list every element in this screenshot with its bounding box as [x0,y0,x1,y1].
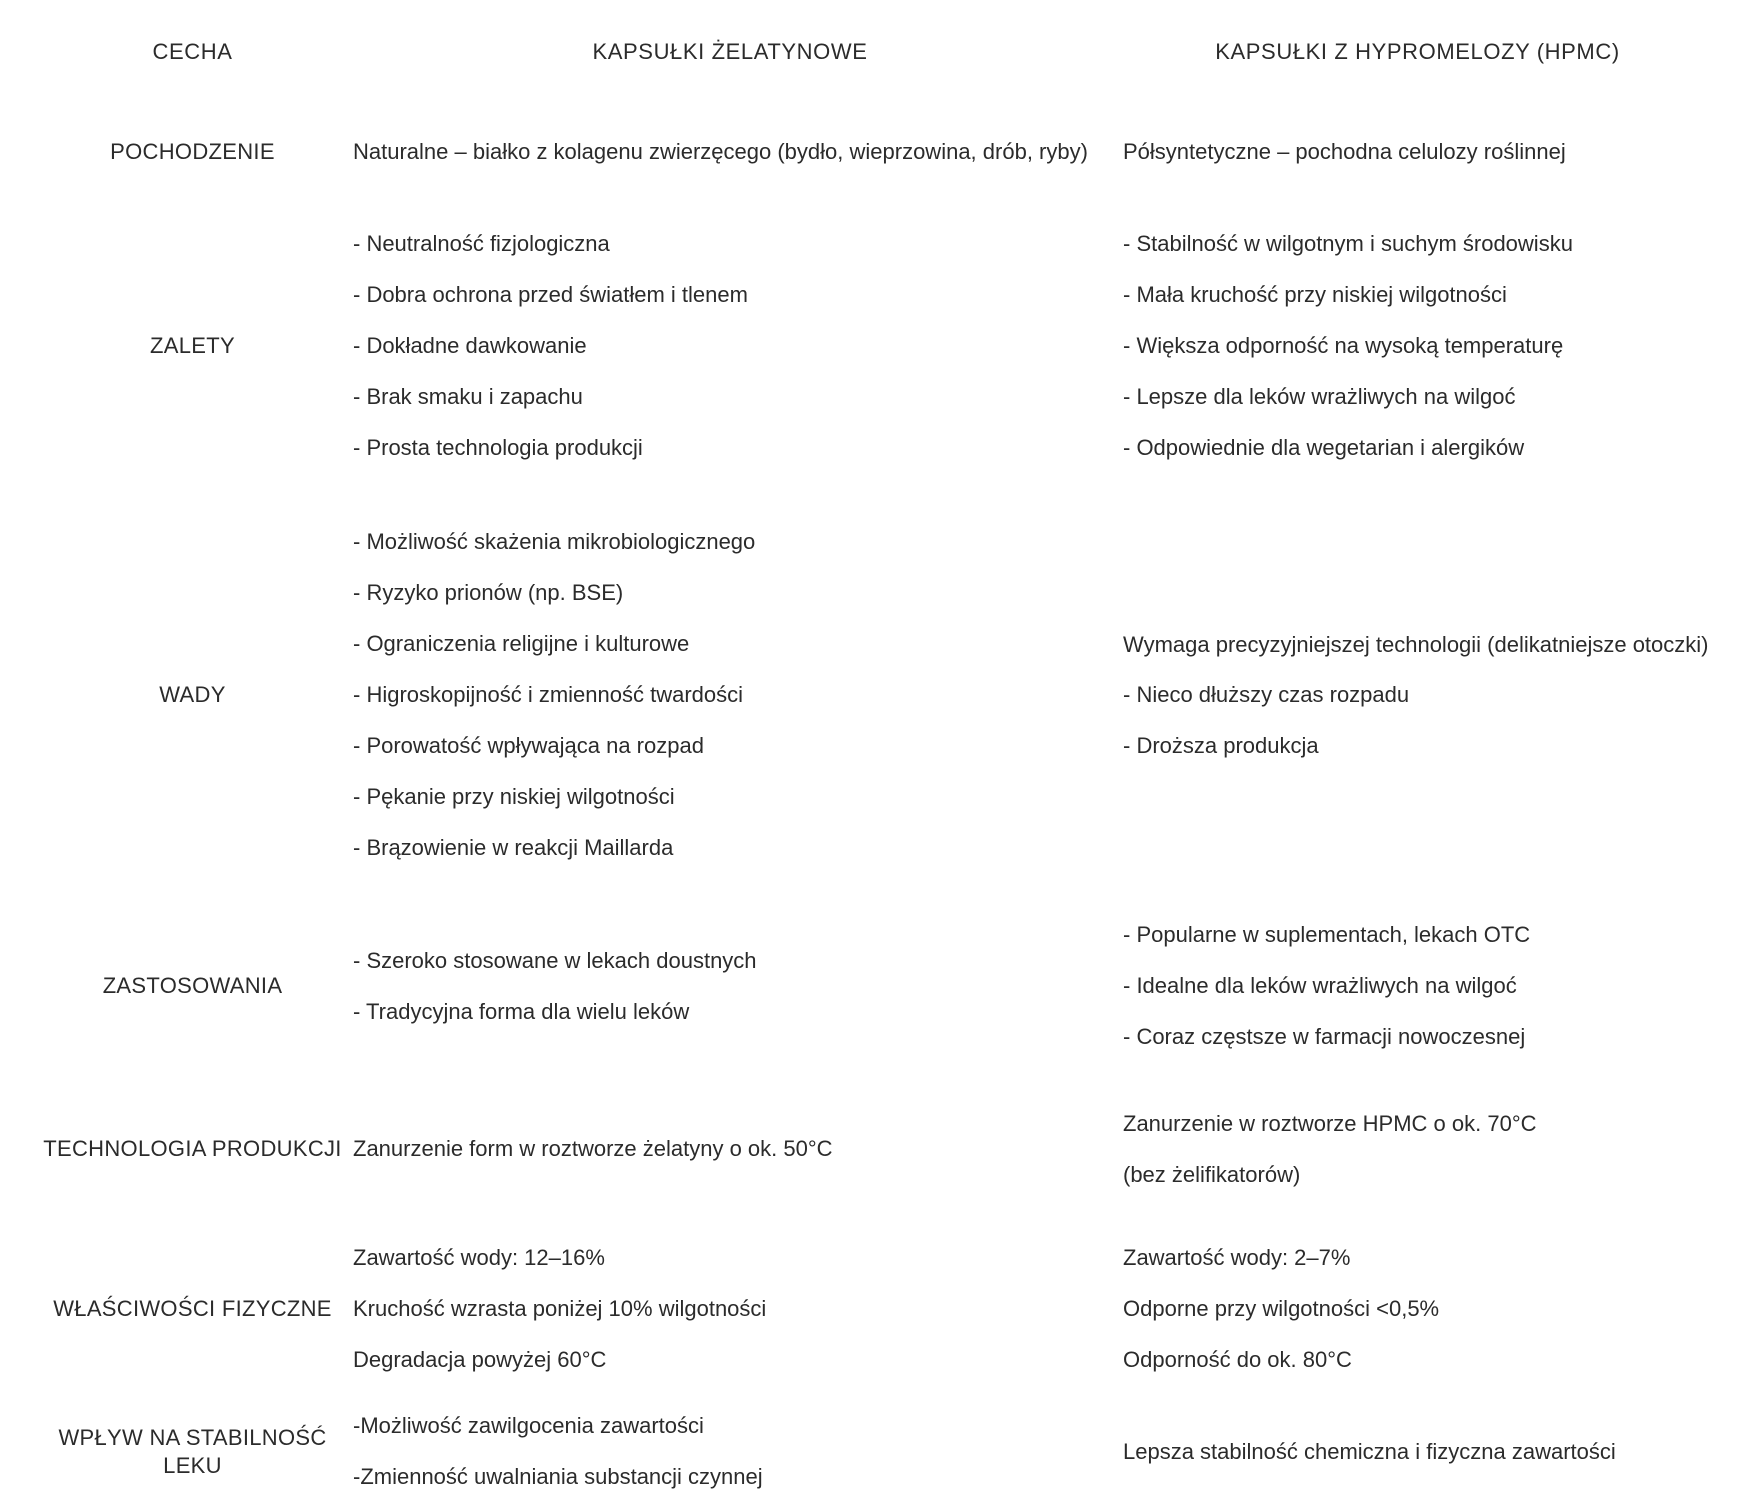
cell-line: - Pękanie przy niskiej wilgotności [353,784,675,809]
gelatin-cell [345,230,1115,462]
cell-line: -Możliwość zawilgocenia zawartości [353,1413,704,1438]
cell-line: - Brązowienie w reakcji Maillarda [353,835,674,860]
gelatin-cell [345,528,1115,862]
gelatin-cell [345,947,1115,1026]
cell-line: - Odpowiednie dla wegetarian i alergików [1123,435,1525,460]
cell-line: Lepsza stabilność chemiczna i fizyczna zawartości [1123,1438,1616,1464]
feature-label: WŁAŚCIWOŚCI FIZYCZNE [53,1296,332,1321]
hpmc-cell [1115,1438,1720,1466]
table-row-stability [40,1394,1720,1509]
feature-label: WADY [159,682,226,707]
cell-line: - Możliwość skażenia mikrobiologicznego [353,529,756,554]
cell-line: - Tradycyjna forma dla wielu leków [353,998,690,1024]
cell-line: - Ograniczenia religijne i kulturowe [353,631,690,656]
cell-line: Odporne przy wilgotności <0,5% [1123,1296,1440,1321]
cell-line: Zawartość wody: 2–7% [1123,1245,1351,1270]
cell-line: - Coraz częstsze w farmacji nowoczesnej [1123,1024,1526,1049]
cell-line: Odporność do ok. 80°C [1123,1347,1352,1372]
cell-line: -Zmienność uwalniania substancji czynnej [353,1464,763,1489]
cell-line: - Neutralność fizjologiczna [353,231,610,256]
cell-line: - Dobra ochrona przed światłem i tlenem [353,282,748,307]
cell-line: - Porowatość wpływająca na rozpad [353,733,704,758]
feature-label: ZASTOSOWANIA [102,973,283,998]
cell-line: - Większa odporność na wysoką temperaturę [1123,333,1564,358]
table-row-advantages [40,200,1720,492]
feature-label: WPŁYW NA STABILNOŚĆ LEKU [58,1424,327,1478]
hpmc-cell [1115,921,1720,1051]
cell-line: - Droższa produkcja [1123,732,1319,758]
cell-line: Degradacja powyżej 60°C [353,1347,607,1372]
cell-line: Kruchość wzrasta poniżej 10% wilgotności [353,1296,767,1321]
table-row-disadvantages [40,492,1720,898]
feature-label: TECHNOLOGIA PRODUKCJI [43,1136,342,1161]
feature-label: POCHODZENIE [110,139,275,164]
hpmc-cell [1115,230,1720,462]
gelatin-cell [345,1412,1115,1491]
cell-line: - Nieco dłuższy czas rozpadu [1123,681,1410,707]
gelatin-cell [345,1244,1115,1374]
header-hpmc: KAPSUŁKI Z HYPROMELOZY (HPMC) [1215,39,1620,64]
cell-line: - Mała kruchość przy niskiej wilgotności [1123,282,1507,307]
hpmc-cell [1115,1110,1720,1189]
feature-label: ZALETY [150,333,235,358]
table-row-origin [40,104,1720,200]
gelatin-cell [345,1135,1115,1163]
cell-line: Zanurzenie form w roztworze żelatyny o ok. 50°C [353,1136,833,1161]
table-row-applications [40,898,1720,1074]
table-header-row [40,0,1720,104]
cell-line: Półsyntetyczne – pochodna celulozy roślinnej [1123,139,1566,164]
gelatin-cell [345,138,1115,166]
comparison-table [40,0,1720,1509]
cell-line: - Idealne dla leków wrażliwych na wilgoć [1123,973,1517,998]
hpmc-cell [1115,138,1720,166]
cell-line: - Popularne w suplementach, lekach OTC [1123,922,1531,947]
hpmc-cell [1115,1244,1720,1374]
cell-line: Wymaga precyzyjniejszej technologii (delikatniejsze otoczki) [1123,631,1709,657]
table-row-physical [40,1224,1720,1394]
cell-line: - Stabilność w wilgotnym i suchym środowisku [1123,231,1573,256]
cell-line: (bez żelifikatorów) [1123,1161,1301,1187]
cell-line: Naturalne – białko z kolagenu zwierzęcego (bydło, wieprzowina, drób, ryby) [353,139,1088,164]
cell-line: - Lepsze dla leków wrażliwych na wilgoć [1123,384,1516,409]
header-feature: CECHA [152,39,233,64]
hpmc-cell [1115,631,1720,760]
cell-line: - Szeroko stosowane w lekach doustnych [353,947,757,973]
cell-line: - Higroskopijność i zmienność twardości [353,682,744,707]
cell-line: - Prosta technologia produkcji [353,435,643,460]
cell-line: Zanurzenie w roztworze HPMC o ok. 70°C [1123,1110,1537,1136]
cell-line: - Dokładne dawkowanie [353,333,587,358]
table-row-technology [40,1074,1720,1224]
cell-line: - Ryzyko prionów (np. BSE) [353,580,624,605]
cell-line: Zawartość wody: 12–16% [353,1245,605,1270]
cell-line: - Brak smaku i zapachu [353,384,583,409]
header-gelatin: KAPSUŁKI ŻELATYNOWE [592,39,868,64]
